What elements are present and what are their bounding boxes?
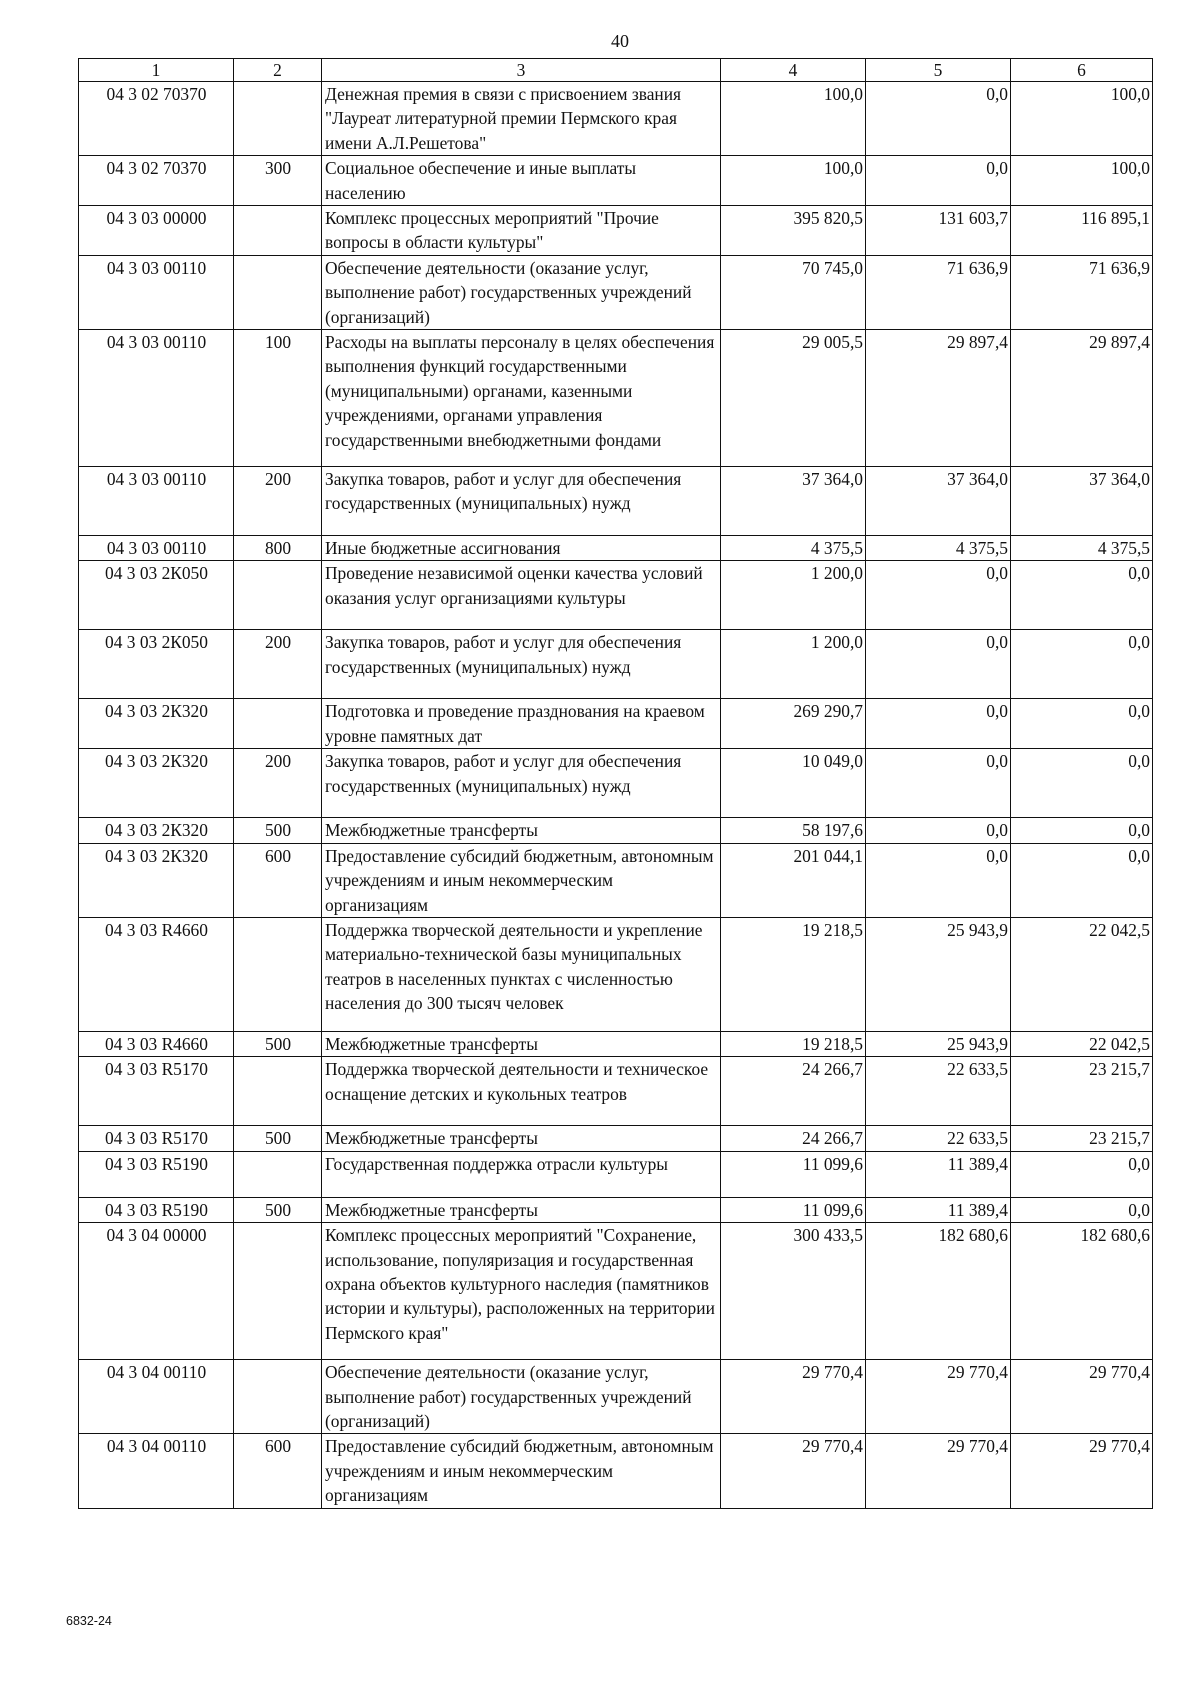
amount-col5-cell: 11 389,4 bbox=[866, 1197, 1011, 1222]
amount-col6-cell: 0,0 bbox=[1011, 561, 1153, 630]
table-row bbox=[79, 917, 1153, 1031]
item-name-cell: Социальное обеспечение и иные выплаты населению bbox=[322, 156, 721, 206]
amount-col4-cell: 1 200,0 bbox=[721, 630, 866, 699]
amount-col4-cell: 70 745,0 bbox=[721, 255, 866, 329]
item-name-cell: Закупка товаров, работ и услуг для обеспечения государственных (муниципальных) нужд bbox=[322, 467, 721, 536]
expense-type-cell: 500 bbox=[234, 1126, 322, 1151]
table-row bbox=[79, 1151, 1153, 1197]
expense-type-cell bbox=[234, 206, 322, 256]
table-row bbox=[79, 630, 1153, 699]
expense-type-cell bbox=[234, 561, 322, 630]
amount-col4-cell: 100,0 bbox=[721, 156, 866, 206]
table-row bbox=[79, 818, 1153, 843]
budget-code-cell: 04 3 03 R4660 bbox=[79, 1031, 234, 1056]
item-name-cell: Проведение независимой оценки качества условий оказания услуг организациями культуры bbox=[322, 561, 721, 630]
expense-type-cell bbox=[234, 917, 322, 1031]
expense-type-cell: 300 bbox=[234, 156, 322, 206]
amount-col4-cell: 11 099,6 bbox=[721, 1151, 866, 1197]
budget-code-cell: 04 3 03 00000 bbox=[79, 206, 234, 256]
amount-col6-cell: 29 897,4 bbox=[1011, 330, 1153, 467]
amount-col4-cell: 269 290,7 bbox=[721, 699, 866, 749]
table-row bbox=[79, 82, 1153, 156]
amount-col4-cell: 11 099,6 bbox=[721, 1197, 866, 1222]
expense-type-cell bbox=[234, 1057, 322, 1126]
table-row bbox=[79, 561, 1153, 630]
table-row bbox=[79, 255, 1153, 329]
expense-type-cell: 500 bbox=[234, 1031, 322, 1056]
amount-col4-cell: 1 200,0 bbox=[721, 561, 866, 630]
expense-type-cell bbox=[234, 699, 322, 749]
amount-col6-cell: 4 375,5 bbox=[1011, 536, 1153, 561]
amount-col5-cell: 0,0 bbox=[866, 818, 1011, 843]
amount-col5-cell: 22 633,5 bbox=[866, 1126, 1011, 1151]
column-header-3: 3 bbox=[322, 59, 721, 82]
budget-code-cell: 04 3 03 2К320 bbox=[79, 818, 234, 843]
item-name-cell: Межбюджетные трансферты bbox=[322, 1031, 721, 1056]
amount-col6-cell: 0,0 bbox=[1011, 749, 1153, 818]
amount-col5-cell: 182 680,6 bbox=[866, 1223, 1011, 1360]
budget-table bbox=[78, 58, 1153, 1509]
amount-col5-cell: 37 364,0 bbox=[866, 467, 1011, 536]
expense-type-cell bbox=[234, 82, 322, 156]
table-row bbox=[79, 1197, 1153, 1222]
column-header-4: 4 bbox=[721, 59, 866, 82]
budget-code-cell: 04 3 03 2К050 bbox=[79, 561, 234, 630]
table-row bbox=[79, 1223, 1153, 1360]
amount-col5-cell: 25 943,9 bbox=[866, 1031, 1011, 1056]
amount-col6-cell: 23 215,7 bbox=[1011, 1057, 1153, 1126]
item-name-cell: Закупка товаров, работ и услуг для обеспечения государственных (муниципальных) нужд bbox=[322, 749, 721, 818]
page-number: 40 bbox=[611, 31, 629, 51]
amount-col5-cell: 0,0 bbox=[866, 630, 1011, 699]
amount-col6-cell: 0,0 bbox=[1011, 1197, 1153, 1222]
item-name-cell: Расходы на выплаты персоналу в целях обеспечения выполнения функций государственными (муниципальными) органами, казенными учреждениями, органами управления государственными внебюджетными фондами bbox=[322, 330, 721, 467]
expense-type-cell: 500 bbox=[234, 1197, 322, 1222]
item-name-cell: Комплекс процессных мероприятий "Сохранение, использование, популяризация и государственная охрана объектов культурного наследия (памятников истории и культуры), расположенных на территории Пермского края" bbox=[322, 1223, 721, 1360]
item-name-cell: Государственная поддержка отрасли культуры bbox=[322, 1151, 721, 1197]
amount-col4-cell: 19 218,5 bbox=[721, 1031, 866, 1056]
table-row bbox=[79, 1126, 1153, 1151]
budget-code-cell: 04 3 03 R4660 bbox=[79, 917, 234, 1031]
amount-col6-cell: 0,0 bbox=[1011, 1151, 1153, 1197]
budget-code-cell: 04 3 02 70370 bbox=[79, 82, 234, 156]
amount-col5-cell: 29 770,4 bbox=[866, 1360, 1011, 1434]
budget-table-body bbox=[79, 82, 1153, 1509]
budget-code-cell: 04 3 03 00110 bbox=[79, 467, 234, 536]
budget-code-cell: 04 3 04 00000 bbox=[79, 1223, 234, 1360]
item-name-cell: Подготовка и проведение празднования на краевом уровне памятных дат bbox=[322, 699, 721, 749]
budget-code-cell: 04 3 04 00110 bbox=[79, 1434, 234, 1508]
amount-col5-cell: 71 636,9 bbox=[866, 255, 1011, 329]
amount-col5-cell: 22 633,5 bbox=[866, 1057, 1011, 1126]
amount-col4-cell: 37 364,0 bbox=[721, 467, 866, 536]
amount-col4-cell: 201 044,1 bbox=[721, 843, 866, 917]
table-row bbox=[79, 843, 1153, 917]
amount-col4-cell: 58 197,6 bbox=[721, 818, 866, 843]
table-row bbox=[79, 1360, 1153, 1434]
amount-col4-cell: 24 266,7 bbox=[721, 1126, 866, 1151]
table-row bbox=[79, 467, 1153, 536]
expense-type-cell bbox=[234, 1223, 322, 1360]
item-name-cell: Комплекс процессных мероприятий "Прочие вопросы в области культуры" bbox=[322, 206, 721, 256]
item-name-cell: Межбюджетные трансферты bbox=[322, 1197, 721, 1222]
amount-col6-cell: 29 770,4 bbox=[1011, 1434, 1153, 1508]
item-name-cell: Иные бюджетные ассигнования bbox=[322, 536, 721, 561]
amount-col5-cell: 0,0 bbox=[866, 699, 1011, 749]
column-header-6: 6 bbox=[1011, 59, 1153, 82]
amount-col4-cell: 29 005,5 bbox=[721, 330, 866, 467]
amount-col4-cell: 395 820,5 bbox=[721, 206, 866, 256]
expense-type-cell: 100 bbox=[234, 330, 322, 467]
item-name-cell: Денежная премия в связи с присвоением звания "Лауреат литературной премии Пермского края имени А.Л.Решетова" bbox=[322, 82, 721, 156]
budget-code-cell: 04 3 02 70370 bbox=[79, 156, 234, 206]
item-name-cell: Поддержка творческой деятельности и укрепление материально-технической базы муниципальных театров в населенных пунктах с численностью населения до 300 тысяч человек bbox=[322, 917, 721, 1031]
table-row bbox=[79, 330, 1153, 467]
amount-col6-cell: 0,0 bbox=[1011, 843, 1153, 917]
item-name-cell: Межбюджетные трансферты bbox=[322, 1126, 721, 1151]
table-row bbox=[79, 1434, 1153, 1508]
budget-code-cell: 04 3 03 00110 bbox=[79, 330, 234, 467]
amount-col5-cell: 29 897,4 bbox=[866, 330, 1011, 467]
amount-col4-cell: 29 770,4 bbox=[721, 1360, 866, 1434]
table-row bbox=[79, 536, 1153, 561]
amount-col5-cell: 29 770,4 bbox=[866, 1434, 1011, 1508]
expense-type-cell: 500 bbox=[234, 818, 322, 843]
amount-col5-cell: 11 389,4 bbox=[866, 1151, 1011, 1197]
expense-type-cell bbox=[234, 255, 322, 329]
expense-type-cell: 600 bbox=[234, 1434, 322, 1508]
expense-type-cell bbox=[234, 1360, 322, 1434]
table-row bbox=[79, 206, 1153, 256]
amount-col4-cell: 24 266,7 bbox=[721, 1057, 866, 1126]
amount-col6-cell: 23 215,7 bbox=[1011, 1126, 1153, 1151]
expense-type-cell: 200 bbox=[234, 749, 322, 818]
amount-col5-cell: 0,0 bbox=[866, 82, 1011, 156]
amount-col6-cell: 100,0 bbox=[1011, 82, 1153, 156]
expense-type-cell: 600 bbox=[234, 843, 322, 917]
expense-type-cell: 800 bbox=[234, 536, 322, 561]
amount-col5-cell: 131 603,7 bbox=[866, 206, 1011, 256]
amount-col6-cell: 0,0 bbox=[1011, 818, 1153, 843]
item-name-cell: Предоставление субсидий бюджетным, автономным учреждениям и иным некоммерческим организациям bbox=[322, 843, 721, 917]
column-number-header-row bbox=[79, 59, 1153, 82]
budget-code-cell: 04 3 03 2К320 bbox=[79, 843, 234, 917]
item-name-cell: Предоставление субсидий бюджетным, автономным учреждениям и иным некоммерческим организациям bbox=[322, 1434, 721, 1508]
amount-col6-cell: 0,0 bbox=[1011, 699, 1153, 749]
amount-col5-cell: 0,0 bbox=[866, 561, 1011, 630]
amount-col6-cell: 100,0 bbox=[1011, 156, 1153, 206]
budget-code-cell: 04 3 03 00110 bbox=[79, 255, 234, 329]
budget-code-cell: 04 3 04 00110 bbox=[79, 1360, 234, 1434]
amount-col6-cell: 71 636,9 bbox=[1011, 255, 1153, 329]
table-row bbox=[79, 749, 1153, 818]
table-row bbox=[79, 1057, 1153, 1126]
table-row bbox=[79, 1031, 1153, 1056]
budget-code-cell: 04 3 03 2К050 bbox=[79, 630, 234, 699]
item-name-cell: Поддержка творческой деятельности и техническое оснащение детских и кукольных театров bbox=[322, 1057, 721, 1126]
amount-col4-cell: 300 433,5 bbox=[721, 1223, 866, 1360]
amount-col4-cell: 4 375,5 bbox=[721, 536, 866, 561]
expense-type-cell: 200 bbox=[234, 467, 322, 536]
budget-code-cell: 04 3 03 R5170 bbox=[79, 1057, 234, 1126]
amount-col5-cell: 25 943,9 bbox=[866, 917, 1011, 1031]
amount-col6-cell: 0,0 bbox=[1011, 630, 1153, 699]
amount-col6-cell: 116 895,1 bbox=[1011, 206, 1153, 256]
amount-col5-cell: 4 375,5 bbox=[866, 536, 1011, 561]
amount-col6-cell: 22 042,5 bbox=[1011, 1031, 1153, 1056]
budget-code-cell: 04 3 03 2К320 bbox=[79, 699, 234, 749]
expense-type-cell: 200 bbox=[234, 630, 322, 699]
amount-col6-cell: 37 364,0 bbox=[1011, 467, 1153, 536]
budget-code-cell: 04 3 03 00110 bbox=[79, 536, 234, 561]
table-row bbox=[79, 699, 1153, 749]
table-row bbox=[79, 156, 1153, 206]
amount-col4-cell: 19 218,5 bbox=[721, 917, 866, 1031]
amount-col4-cell: 100,0 bbox=[721, 82, 866, 156]
amount-col6-cell: 29 770,4 bbox=[1011, 1360, 1153, 1434]
column-header-2: 2 bbox=[234, 59, 322, 82]
amount-col6-cell: 182 680,6 bbox=[1011, 1223, 1153, 1360]
expense-type-cell bbox=[234, 1151, 322, 1197]
column-header-5: 5 bbox=[866, 59, 1011, 82]
item-name-cell: Обеспечение деятельности (оказание услуг, выполнение работ) государственных учреждений (организаций) bbox=[322, 1360, 721, 1434]
amount-col5-cell: 0,0 bbox=[866, 749, 1011, 818]
budget-code-cell: 04 3 03 2К320 bbox=[79, 749, 234, 818]
amount-col4-cell: 10 049,0 bbox=[721, 749, 866, 818]
budget-code-cell: 04 3 03 R5190 bbox=[79, 1197, 234, 1222]
item-name-cell: Обеспечение деятельности (оказание услуг, выполнение работ) государственных учреждений (организаций) bbox=[322, 255, 721, 329]
column-header-1: 1 bbox=[79, 59, 234, 82]
document-id: 6832-24 bbox=[66, 1614, 112, 1628]
amount-col4-cell: 29 770,4 bbox=[721, 1434, 866, 1508]
amount-col6-cell: 22 042,5 bbox=[1011, 917, 1153, 1031]
amount-col5-cell: 0,0 bbox=[866, 156, 1011, 206]
budget-code-cell: 04 3 03 R5190 bbox=[79, 1151, 234, 1197]
item-name-cell: Закупка товаров, работ и услуг для обеспечения государственных (муниципальных) нужд bbox=[322, 630, 721, 699]
amount-col5-cell: 0,0 bbox=[866, 843, 1011, 917]
budget-code-cell: 04 3 03 R5170 bbox=[79, 1126, 234, 1151]
item-name-cell: Межбюджетные трансферты bbox=[322, 818, 721, 843]
